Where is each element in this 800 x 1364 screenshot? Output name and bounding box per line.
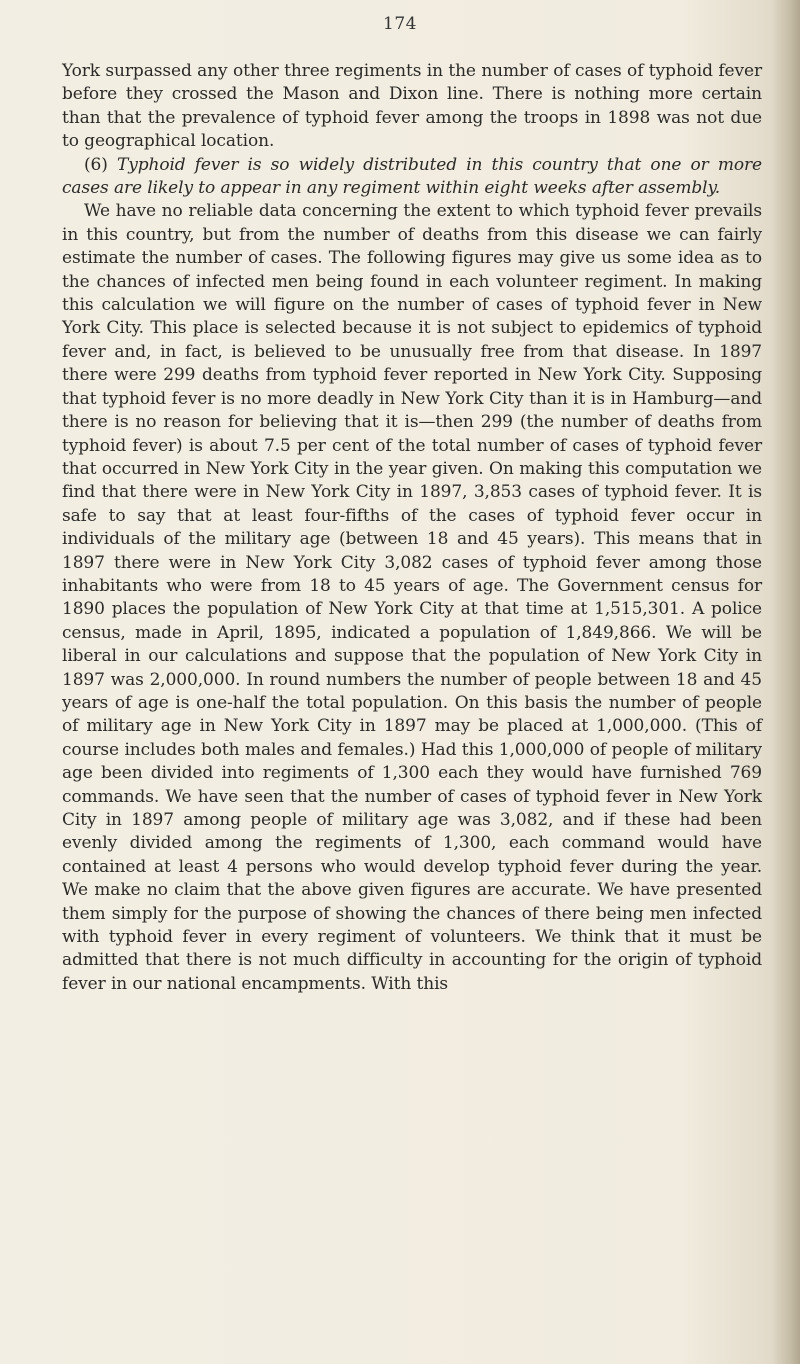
heading-number: (6) (84, 154, 108, 175)
body-text (62, 60, 762, 996)
paragraph-continuation: York surpassed any other three regiments in the number of cases of typhoid fever before they crossed the Mason and Dixon line. There is nothing more certain than that the prevalence of typhoid fever among the troops in 1898 was not due to geographical location. (62, 61, 762, 152)
italic-heading: Typhoid fever is so widely distributed in this country that one or more cases are likely to appear in any regiment within eight weeks after assembly. (62, 154, 762, 199)
page-edge-shadow (772, 0, 800, 1364)
numbered-heading-paragraph (62, 154, 762, 201)
paragraph-main: We have no reliable data concerning the extent to which typhoid fever prevails in this country, but from the number of deaths from this disease we can fairly estimate the number of cases. The following figures may give us some idea as to the chances of infected men being found in each volunteer regiment. In making this calculation we will figure on the number of cases of typhoid fever in New York City. This place is selected because it is not subject to epidemics of typhoid fever and, in fact, is believed to be unusually free from that disease. In 1897 there were 299 deaths from typhoid fever reported in New York City. Supposing that typhoid fever is no more deadly in New York City than it is in Hamburg—and there is no reason for believing that it is—then 299 (the number of deaths from typhoid fever) is about 7.5 per cent of the total number of cases of typhoid fever that occurred in New York City in the year given. On making this computation we find that there were in New York City in 1897, 3,853 cases of typhoid fever. It is safe to say that at least four-fifths of the cases of typhoid fever occur in individuals of the military age (between 18 and 45 years). This means that in 1897 there were in New York City 3,082 cases of typhoid fever among those inhabitants who were from 18 to 45 years of age. The Government census for 1890 places the population of New York City at that time at 1,515,301. A police census, made in April, 1895, indicated a population of 1,849,866. We will be liberal in our calculations and suppose that the population of New York City in 1897 was 2,000,000. In round numbers the number of people between 18 and 45 years of age is one-half the total population. On this basis the number of people of military age in New York City in 1897 may be placed at 1,000,000. (This of course includes both males and females.) Had this 1,000,000 of people of military age been divided into regiments of 1,300 each they would have furnished 769 commands. We have seen that the number of cases of typhoid fever in New York City in 1897 among people of military age was 3,082, and if these had been evenly divided among the regiments of 1,300, each command would have contained at least 4 persons who would develop typhoid fever during the year. We make no claim that the above given figures are accurate. We have presented them simply for the purpose of showing the chances of there being men infected with typhoid fever in every regiment of volunteers. We think that it must be admitted that there is not much difficulty in accounting for the origin of typhoid fever in our national encampments. With this (62, 201, 762, 994)
page-number: 174 (383, 14, 417, 34)
